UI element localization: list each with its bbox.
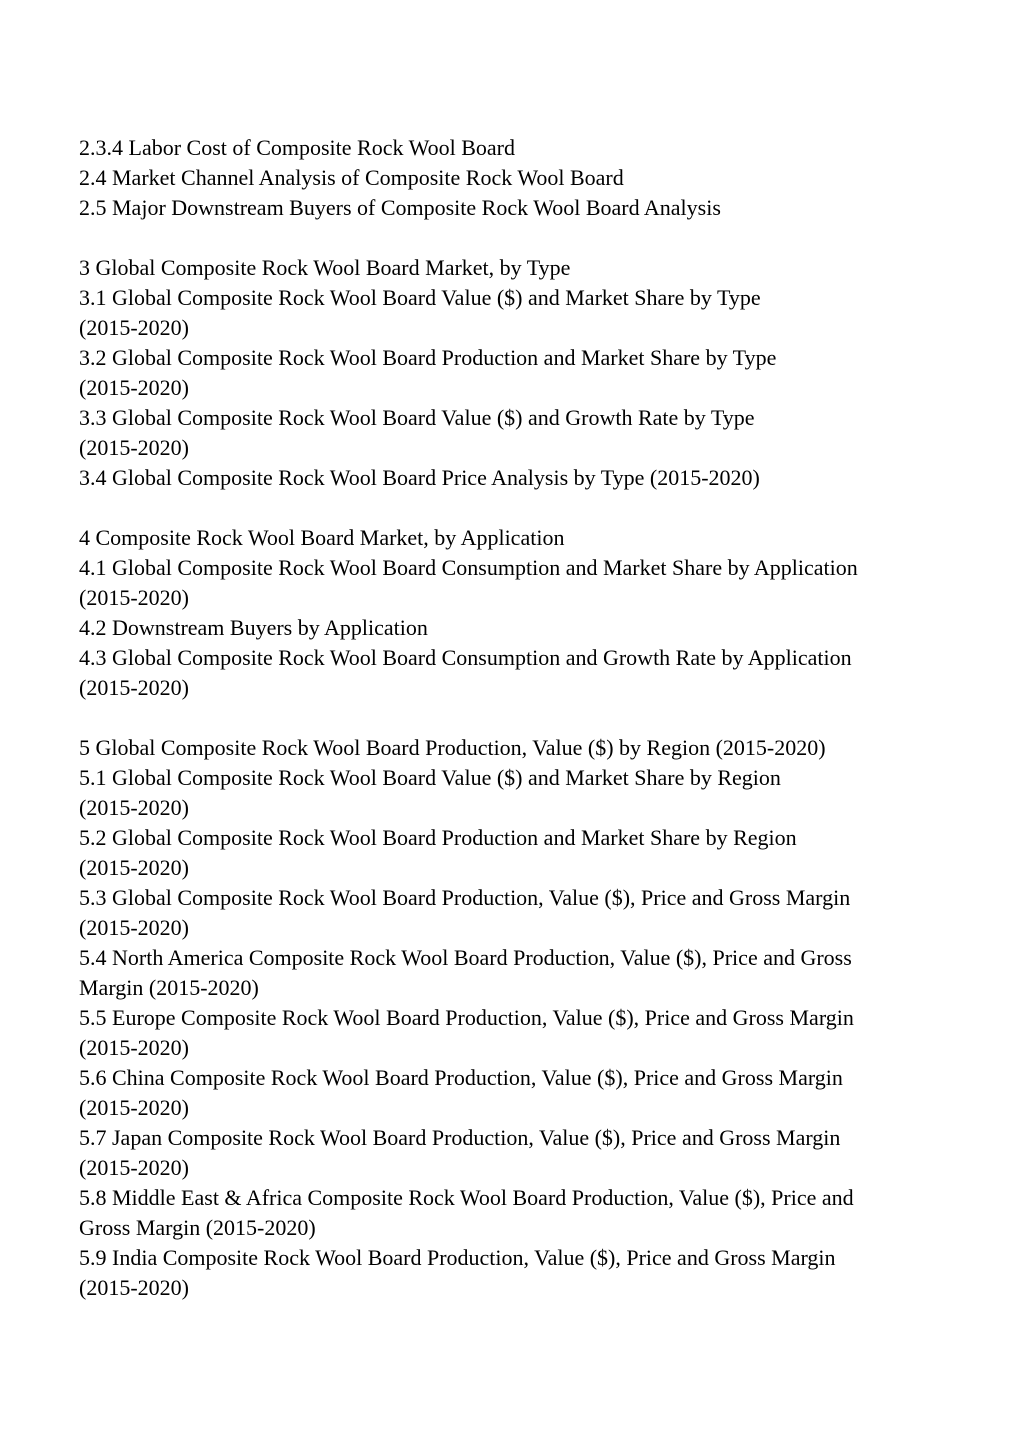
toc-line: (2015-2020) bbox=[79, 795, 189, 820]
toc-line: (2015-2020) bbox=[79, 1035, 189, 1060]
toc-line: 5.7 Japan Composite Rock Wool Board Production, Value ($), Price and Gross Margin bbox=[79, 1125, 841, 1150]
section-spacer bbox=[79, 703, 949, 733]
toc-line: 5.4 North America Composite Rock Wool Board Production, Value ($), Price and Gross bbox=[79, 945, 852, 970]
toc-line: 2.5 Major Downstream Buyers of Composite Rock Wool Board Analysis bbox=[79, 195, 721, 220]
toc-line: 5 Global Composite Rock Wool Board Production, Value ($) by Region (2015-2020) bbox=[79, 735, 826, 760]
toc-line: (2015-2020) bbox=[79, 1095, 189, 1120]
toc-line: 3 Global Composite Rock Wool Board Market, by Type bbox=[79, 255, 571, 280]
toc-line: Gross Margin (2015-2020) bbox=[79, 1215, 316, 1240]
toc-line: (2015-2020) bbox=[79, 855, 189, 880]
toc-line: 5.1 Global Composite Rock Wool Board Value ($) and Market Share by Region bbox=[79, 765, 781, 790]
toc-line: (2015-2020) bbox=[79, 315, 189, 340]
toc-line: 5.5 Europe Composite Rock Wool Board Production, Value ($), Price and Gross Margin bbox=[79, 1005, 854, 1030]
toc-line: (2015-2020) bbox=[79, 375, 189, 400]
toc-line: 2.3.4 Labor Cost of Composite Rock Wool Board bbox=[79, 135, 515, 160]
toc-line: (2015-2020) bbox=[79, 1275, 189, 1300]
toc-line: (2015-2020) bbox=[79, 675, 189, 700]
toc-line: 5.6 China Composite Rock Wool Board Production, Value ($), Price and Gross Margin bbox=[79, 1065, 843, 1090]
toc-line: 2.4 Market Channel Analysis of Composite Rock Wool Board bbox=[79, 165, 624, 190]
toc-line: 4.3 Global Composite Rock Wool Board Consumption and Growth Rate by Application bbox=[79, 645, 852, 670]
toc-line: 3.4 Global Composite Rock Wool Board Price Analysis by Type (2015-2020) bbox=[79, 465, 760, 490]
toc-line: 3.3 Global Composite Rock Wool Board Value ($) and Growth Rate by Type bbox=[79, 405, 755, 430]
section-spacer bbox=[79, 223, 949, 253]
toc-line: 5.3 Global Composite Rock Wool Board Production, Value ($), Price and Gross Margin bbox=[79, 885, 851, 910]
section-spacer bbox=[79, 493, 949, 523]
table-of-contents bbox=[79, 133, 949, 1303]
toc-line: (2015-2020) bbox=[79, 435, 189, 460]
toc-line: (2015-2020) bbox=[79, 585, 189, 610]
toc-line: (2015-2020) bbox=[79, 915, 189, 940]
toc-line: 4.2 Downstream Buyers by Application bbox=[79, 615, 428, 640]
toc-line: (2015-2020) bbox=[79, 1155, 189, 1180]
toc-line: 5.9 India Composite Rock Wool Board Production, Value ($), Price and Gross Margin bbox=[79, 1245, 836, 1270]
toc-line: 4 Composite Rock Wool Board Market, by Application bbox=[79, 525, 565, 550]
toc-line: 3.2 Global Composite Rock Wool Board Production and Market Share by Type bbox=[79, 345, 777, 370]
toc-line: 5.2 Global Composite Rock Wool Board Production and Market Share by Region bbox=[79, 825, 797, 850]
toc-line: 5.8 Middle East & Africa Composite Rock Wool Board Production, Value ($), Price and bbox=[79, 1185, 854, 1210]
toc-line: 3.1 Global Composite Rock Wool Board Value ($) and Market Share by Type bbox=[79, 285, 761, 310]
toc-line: 4.1 Global Composite Rock Wool Board Consumption and Market Share by Application bbox=[79, 555, 858, 580]
toc-line: Margin (2015-2020) bbox=[79, 975, 259, 1000]
